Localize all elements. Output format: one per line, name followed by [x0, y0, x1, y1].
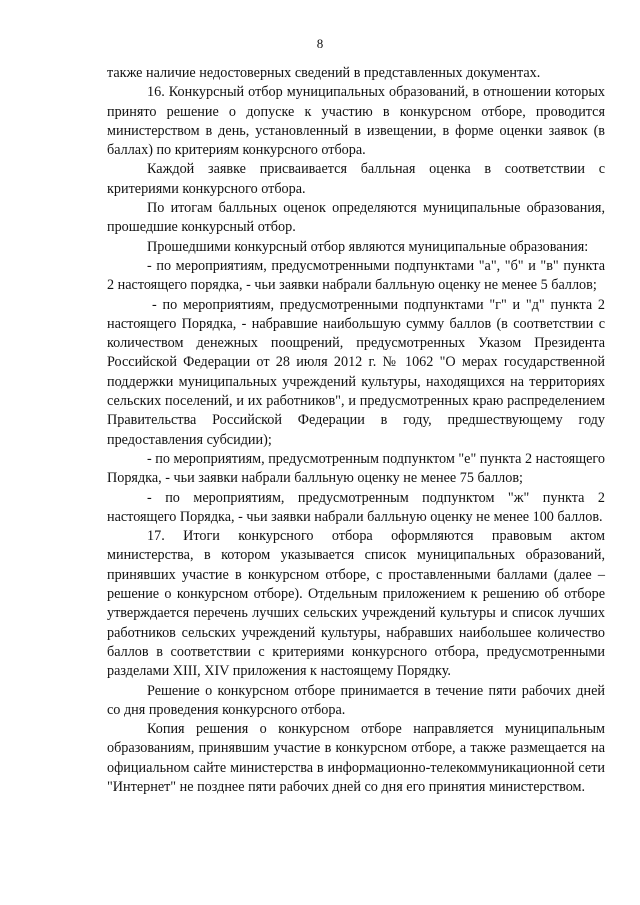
paragraph-decision-term: Решение о конкурсном отборе принимается в течение пяти рабочих дней со дня проведения конкурсного отбора.: [107, 682, 605, 718]
paragraph-continuation: также наличие недостоверных сведений в представленных документах.: [107, 65, 541, 81]
list-item-e: - по мероприятиям, предусмотренным подпунктом "е" пункта 2 настоящего Порядка, - чьи заявки набрали балльную оценку не менее 75 баллов;: [107, 450, 605, 487]
paragraph-17: 17. Итоги конкурсного отбора оформляются правовым актом министерства, в котором указывается список муниципальных образований, принявших участие в конкурсном отборе, с проставленными баллами (далее – решение о конкурсном отборе). Отдельным приложением к решению об отборе утверждается перечень лучших сельских учреждений культуры и список лучших работников сельских учреждений культуры, набравших наибольшее количество баллов в соответствии с критериями конкурсного отбора, предусмотренными разделами XIII, XIV приложения к настоящему Порядку.: [107, 528, 605, 680]
paragraph-scoring: Каждой заявке присваивается балльная оценка в соответствии с критериями конкурсного отбора.: [107, 161, 605, 197]
document-body: [107, 64, 605, 797]
list-item-gd: - по мероприятиям, предусмотренными подпунктами "г" и "д" пункта 2 настоящего Порядка, - набравшие наибольшую сумму баллов (в соответствии с количеством денежных поощрений, предусмотренных Указом Президента Российской Федерации от 28 июля 2012 г. № 1062 "О мерах государственной поддержки муниципальных учреждений культуры, находящихся на территориях сельских поселений, и их работников", и предусмотренных краю распределением Правительства Российской Федерации в году, предшествующему году предоставления субсидии);: [107, 296, 605, 448]
page-number: 8: [316, 36, 324, 51]
paragraph-decision-copy: Копия решения о конкурсном отборе направляется муниципальным образованиям, принявшим участие в конкурсном отборе, а также размещается на официальном сайте министерства в информационно-телекоммуникационной сети "Интернет" не позднее пяти рабочих дней со дня его принятия министерством.: [107, 721, 605, 795]
paragraph-16: 16. Конкурсный отбор муниципальных образований, в отношении которых принято решение о допуске к участию в конкурсном отборе, проводится министерством в день, установленный в извещении, в форме оценки заявок (в баллах) по критериям конкурсного отбора.: [107, 84, 605, 159]
list-item-abv: - по мероприятиям, предусмотренными подпунктами "а", "б" и "в" пункта 2 настоящего порядка, - чьи заявки набрали балльную оценку не менее 5 баллов;: [107, 257, 605, 294]
paragraph-passed: Прошедшими конкурсный отбор являются муниципальные образования:: [147, 238, 589, 255]
paragraph-results: По итогам балльных оценок определяются муниципальные образования, прошедшие конкурсный отбор.: [107, 200, 605, 236]
list-item-zh: - по мероприятиям, предусмотренным подпунктом "ж" пункта 2 настоящего Порядка, - чьи заявки набрали балльную оценку не менее 100 баллов.: [107, 489, 605, 525]
